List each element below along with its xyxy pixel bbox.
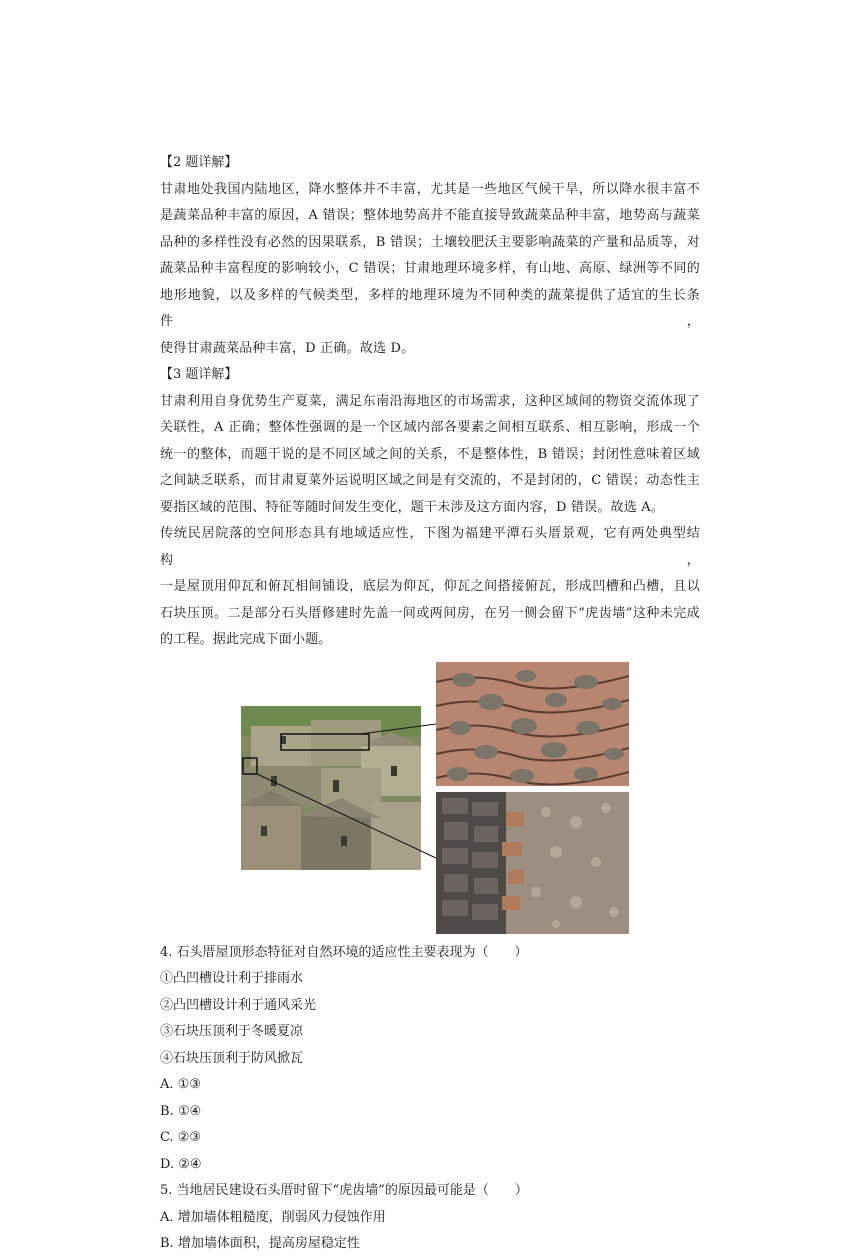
q4-choice-b[interactable]: B. ①④ xyxy=(160,1103,202,1119)
q5-stem: 5. 当地居民建设石头厝时留下“虎齿墙”的原因最可能是（ ） xyxy=(160,1183,528,1198)
intro-line: 石块压顶。二是部分石头厝修建时先盖一间或两间房，在另一侧会留下“虎齿墙”这种未完成 xyxy=(160,605,700,621)
q4-choice-d[interactable]: D. ②④ xyxy=(160,1156,202,1172)
q3-line: 之间缺乏联系，而甘肃夏菜外运说明区域之间是有交流的，不是封闭的，C 错误；动态性主 xyxy=(160,473,700,488)
q4-choices xyxy=(160,1072,700,1178)
q5-choice-a[interactable]: A. 增加墙体粗糙度，削弱风力侵蚀作用 xyxy=(160,1209,386,1225)
q2-line: 是蔬菜品种丰富的原因，A 错误；整体地势高并不能直接导致蔬菜品种丰富，地势高与蔬菜 xyxy=(160,208,700,223)
q2-heading: 【2 题详解】 xyxy=(160,155,238,170)
q3-heading: 【3 题详解】 xyxy=(160,367,238,382)
intro-line: 一是屋顶用仰瓦和俯瓦相间铺设，底层为仰瓦，仰瓦之间搭接俯瓦，形成凹槽和凸槽，且以 xyxy=(160,579,700,594)
intro-line: 的工程。据此完成下面小题。 xyxy=(160,632,332,647)
q2-line: 使得甘肃蔬菜品种丰富，D 正确。故选 D。 xyxy=(160,340,415,356)
q2-line: 品种的多样性没有必然的因果联系，B 错误；土壤较肥沃主要影响蔬菜的产量和品质等，对 xyxy=(160,234,700,250)
q3-line: 要指区域的范围、特征等随时间发生变化，题干未涉及这方面内容，D 错误。故选 A。 xyxy=(160,499,665,515)
q3-line: 统一的整体，而题干说的是不同区域之间的关系，不是整体性，B 错误；封闭性意味着区域 xyxy=(160,446,700,462)
statement-1: ①凸凹槽设计利于排雨水 xyxy=(160,971,304,986)
q5-choices xyxy=(160,1205,700,1258)
q5-choice-b[interactable]: B. 增加墙体面积，提高房屋稳定性 xyxy=(160,1236,360,1251)
intro-line: 传统民居院落的空间形态具有地域适应性，下图为福建平潭石头厝景观，它有两处典型结构， xyxy=(160,526,700,568)
q2-line: 蔬菜品种丰富程度的影响较小，C 错误；甘肃地理环境多样，有山地、高原、绿洲等不同的 xyxy=(160,261,700,276)
q4-statements xyxy=(160,966,700,1072)
q3-line: 甘肃利用自身优势生产夏菜，满足东南沿海地区的市场需求，这种区域间的物资交流体现了 xyxy=(160,393,700,409)
q4-choice-c[interactable]: C. ②③ xyxy=(160,1130,202,1145)
statement-4: ④石块压顶利于防风掀瓦 xyxy=(160,1050,304,1066)
q4-stem: 4. 石头厝屋顶形态特征对自然环境的适应性主要表现为（ ） xyxy=(160,944,528,960)
q2-line: 地形地貌，以及多样的气候类型，多样的地理环境为不同种类的蔬菜提供了适宜的生长条件， xyxy=(160,287,700,329)
statement-3: ③石块压顶利于冬暖夏凉 xyxy=(160,1024,304,1039)
statement-2: ②凸凹槽设计利于通风采光 xyxy=(160,997,317,1013)
stone-house-figure xyxy=(160,662,700,934)
document-body xyxy=(160,150,700,1258)
q3-line: 关联性，A 正确；整体性强调的是一个区域内部各要素之间相互联系、相互影响，形成一个 xyxy=(160,420,700,435)
q2-line: 甘肃地处我国内陆地区，降水整体并不丰富，尤其是一些地区气候干旱，所以降水很丰富不 xyxy=(160,181,700,197)
connector-lines xyxy=(160,662,640,934)
q4-choice-a[interactable]: A. ①③ xyxy=(160,1077,201,1092)
